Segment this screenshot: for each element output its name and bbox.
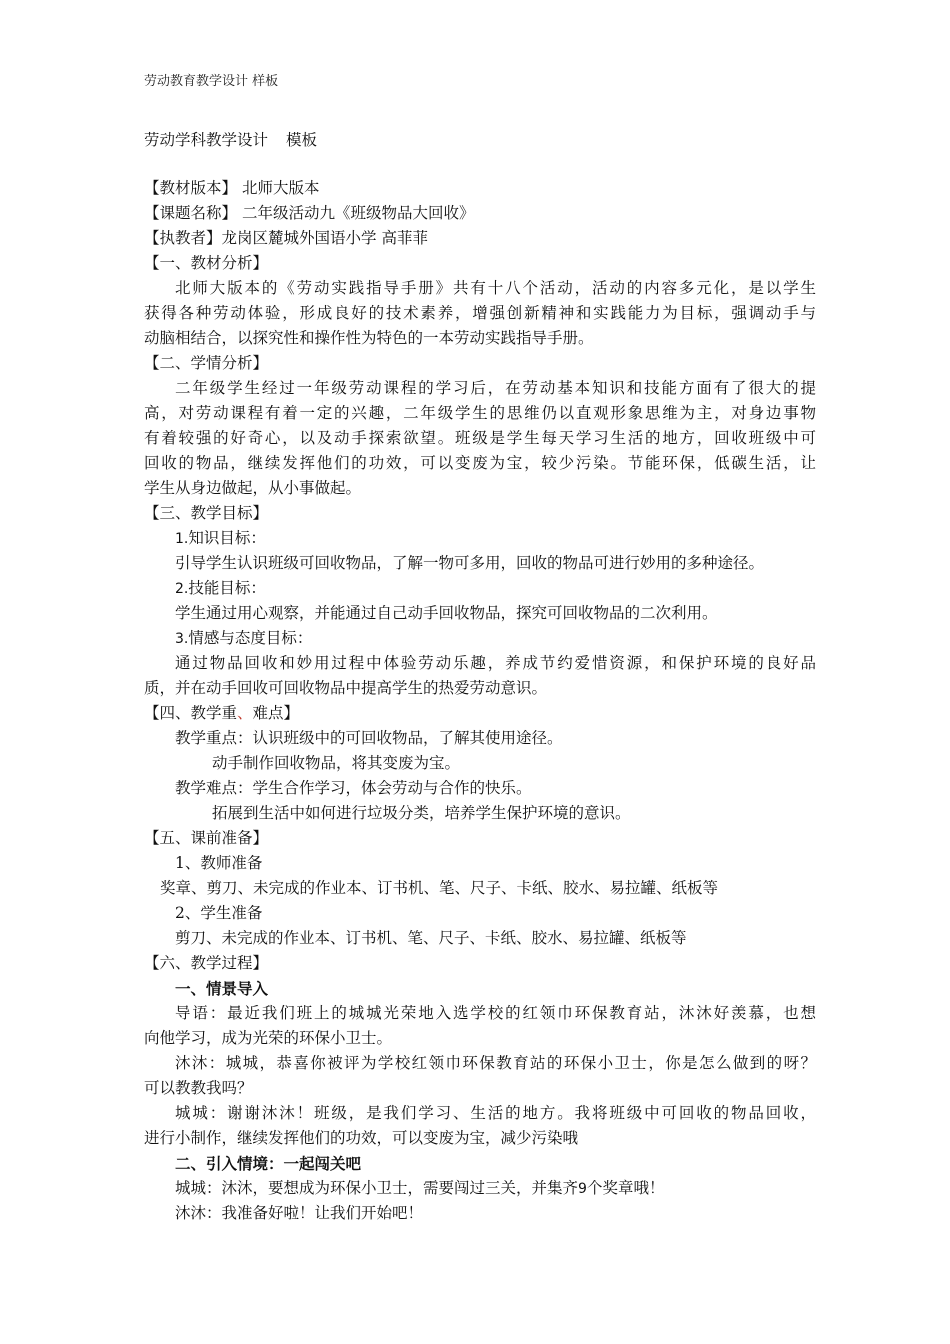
- meta-edition-value: 北师大版本: [241, 179, 320, 197]
- title-main: 劳动学科教学设计: [144, 131, 269, 149]
- document-title: [144, 128, 317, 150]
- key-point-label: 教学重点：: [175, 729, 253, 747]
- goal-label: 情感与态度目标：: [188, 629, 313, 647]
- heading-separator: 、: [237, 704, 253, 722]
- key-point-text: 认识班级中的可回收物品，了解其使用途径。: [252, 729, 563, 747]
- goal-label: 技能目标：: [188, 579, 266, 597]
- difficult-point: [144, 776, 816, 801]
- student-prep-label: 2、学生准备: [175, 904, 263, 922]
- meta-teacher: [144, 226, 816, 251]
- dialogue-text: 城城：沐沐，要想成为环保小卫士，需要闯过三关，并集齐: [175, 1179, 579, 1197]
- dialogue-line: 沐沐：城城，恭喜你被评为学校红领巾环保教育站的环保小卫士，你是怎么做到的呀？: [175, 1054, 816, 1072]
- goal-knowledge-text: 引导学生认识班级可回收物品，了解一物可多用，回收的物品可进行妙用的多种途径。: [175, 554, 765, 572]
- goal-skill-label: [144, 576, 816, 601]
- difficult-point-label: 教学难点：: [175, 779, 253, 797]
- heading-part: 【四、教学重: [144, 704, 238, 722]
- section-heading: 【二、学情分析】: [144, 354, 269, 372]
- key-point: [144, 726, 816, 751]
- dialogue-line: 可以教教我吗？: [144, 1079, 253, 1097]
- paragraph-line: 回收的物品，继续发挥他们的功效，可以变废为宝，较少污染。节能环保，低碳生活，让: [144, 454, 816, 472]
- meta-teacher-label: 【执教者】: [144, 229, 222, 247]
- dialogue-line: 城城：谢谢沐沐！班级，是我们学习、生活的地方。我将班级中可回收的物品回收，: [175, 1104, 816, 1122]
- dialogue-text: 个奖章哦！: [586, 1179, 665, 1197]
- paragraph-line: 北师大版本的《劳动实践指导手册》共有十八个活动，活动的内容多元化，是以学生: [175, 279, 816, 297]
- meta-topic-label: 【课题名称】: [144, 204, 238, 222]
- paragraph-line: 高，对劳动课程有着一定的兴趣，二年级学生的思维仍以直观形象思维为主，对身边事物: [144, 404, 816, 422]
- goal-number: 2.: [175, 581, 189, 597]
- step-title: 二、引入情境：一起闯关吧: [175, 1154, 362, 1173]
- step-title: 一、情景导入: [175, 979, 269, 998]
- difficult-point-2: 拓展到生活中如何进行垃圾分类，培养学生保护环境的意识。: [212, 804, 631, 822]
- meta-edition-label: 【教材版本】: [144, 179, 238, 197]
- section-heading: 【六、教学过程】: [144, 954, 269, 972]
- student-prep-items: 剪刀、未完成的作业本、订书机、笔、尺子、卡纸、胶水、易拉罐、纸板等: [175, 929, 687, 947]
- difficult-point-text: 学生合作学习，体会劳动与合作的快乐。: [252, 779, 532, 797]
- meta-teacher-value: 龙岗区麓城外国语小学 高菲菲: [221, 229, 428, 247]
- key-point-2: 动手制作回收物品，将其变废为宝。: [212, 754, 461, 772]
- heading-part: 难点】: [252, 704, 300, 722]
- dialogue-line: [144, 1176, 816, 1201]
- section-heading: [144, 701, 816, 726]
- badge-count: 9: [578, 1181, 587, 1197]
- teacher-prep-label: 1、教师准备: [175, 854, 263, 872]
- goal-knowledge-label: [144, 526, 816, 551]
- title-sub: 模板: [286, 131, 318, 149]
- document-body: [144, 176, 816, 1226]
- section-heading: 【三、教学目标】: [144, 504, 269, 522]
- meta-topic: [144, 201, 816, 226]
- dialogue-line: 进行小制作，继续发挥他们的功效，可以变废为宝，减少污染哦: [144, 1129, 579, 1147]
- section-heading: 【一、教材分析】: [144, 254, 269, 272]
- dialogue-line: 沐沐：我准备好啦！让我们开始吧！: [175, 1204, 424, 1222]
- page-header: 劳动教育教学设计 样板: [144, 74, 279, 89]
- dialogue-line: 向他学习，成为光荣的环保小卫士。: [144, 1029, 393, 1047]
- teacher-prep-items: 奖章、剪刀、未完成的作业本、订书机、笔、尺子、卡纸、胶水、易拉罐、纸板等: [160, 879, 719, 897]
- goal-number: 3.: [175, 631, 189, 647]
- paragraph-line: 动脑相结合，以探究性和操作性为特色的一本劳动实践指导手册。: [144, 329, 594, 347]
- meta-edition: [144, 176, 816, 201]
- goal-label: 知识目标：: [188, 529, 266, 547]
- paragraph-line: 学生从身边做起，从小事做起。: [144, 479, 362, 497]
- dialogue-line: 导语：最近我们班上的城城光荣地入选学校的红领巾环保教育站，沐沐好羡慕，也想: [175, 1004, 816, 1022]
- paragraph-line: 通过物品回收和妙用过程中体验劳动乐趣，养成节约爱惜资源，和保护环境的良好品: [175, 654, 816, 672]
- goal-number: 1.: [175, 531, 189, 547]
- paragraph-line: 有着较强的好奇心，以及动手探索欲望。班级是学生每天学习生活的地方，回收班级中可: [144, 429, 816, 447]
- paragraph-line: 质，并在动手回收可回收物品中提高学生的热爱劳动意识。: [144, 679, 548, 697]
- goal-skill-text: 学生通过用心观察，并能通过自己动手回收物品，探究可回收物品的二次利用。: [175, 604, 718, 622]
- paragraph-line: 二年级学生经过一年级劳动课程的学习后，在劳动基本知识和技能方面有了很大的提: [175, 379, 816, 397]
- paragraph-line: 获得各种劳动体验，形成良好的技术素养，增强创新精神和实践能力为目标，强调动手与: [144, 304, 816, 322]
- meta-topic-value: 二年级活动九《班级物品大回收》: [241, 204, 475, 222]
- goal-attitude-label: [144, 626, 816, 651]
- section-heading: 【五、课前准备】: [144, 829, 269, 847]
